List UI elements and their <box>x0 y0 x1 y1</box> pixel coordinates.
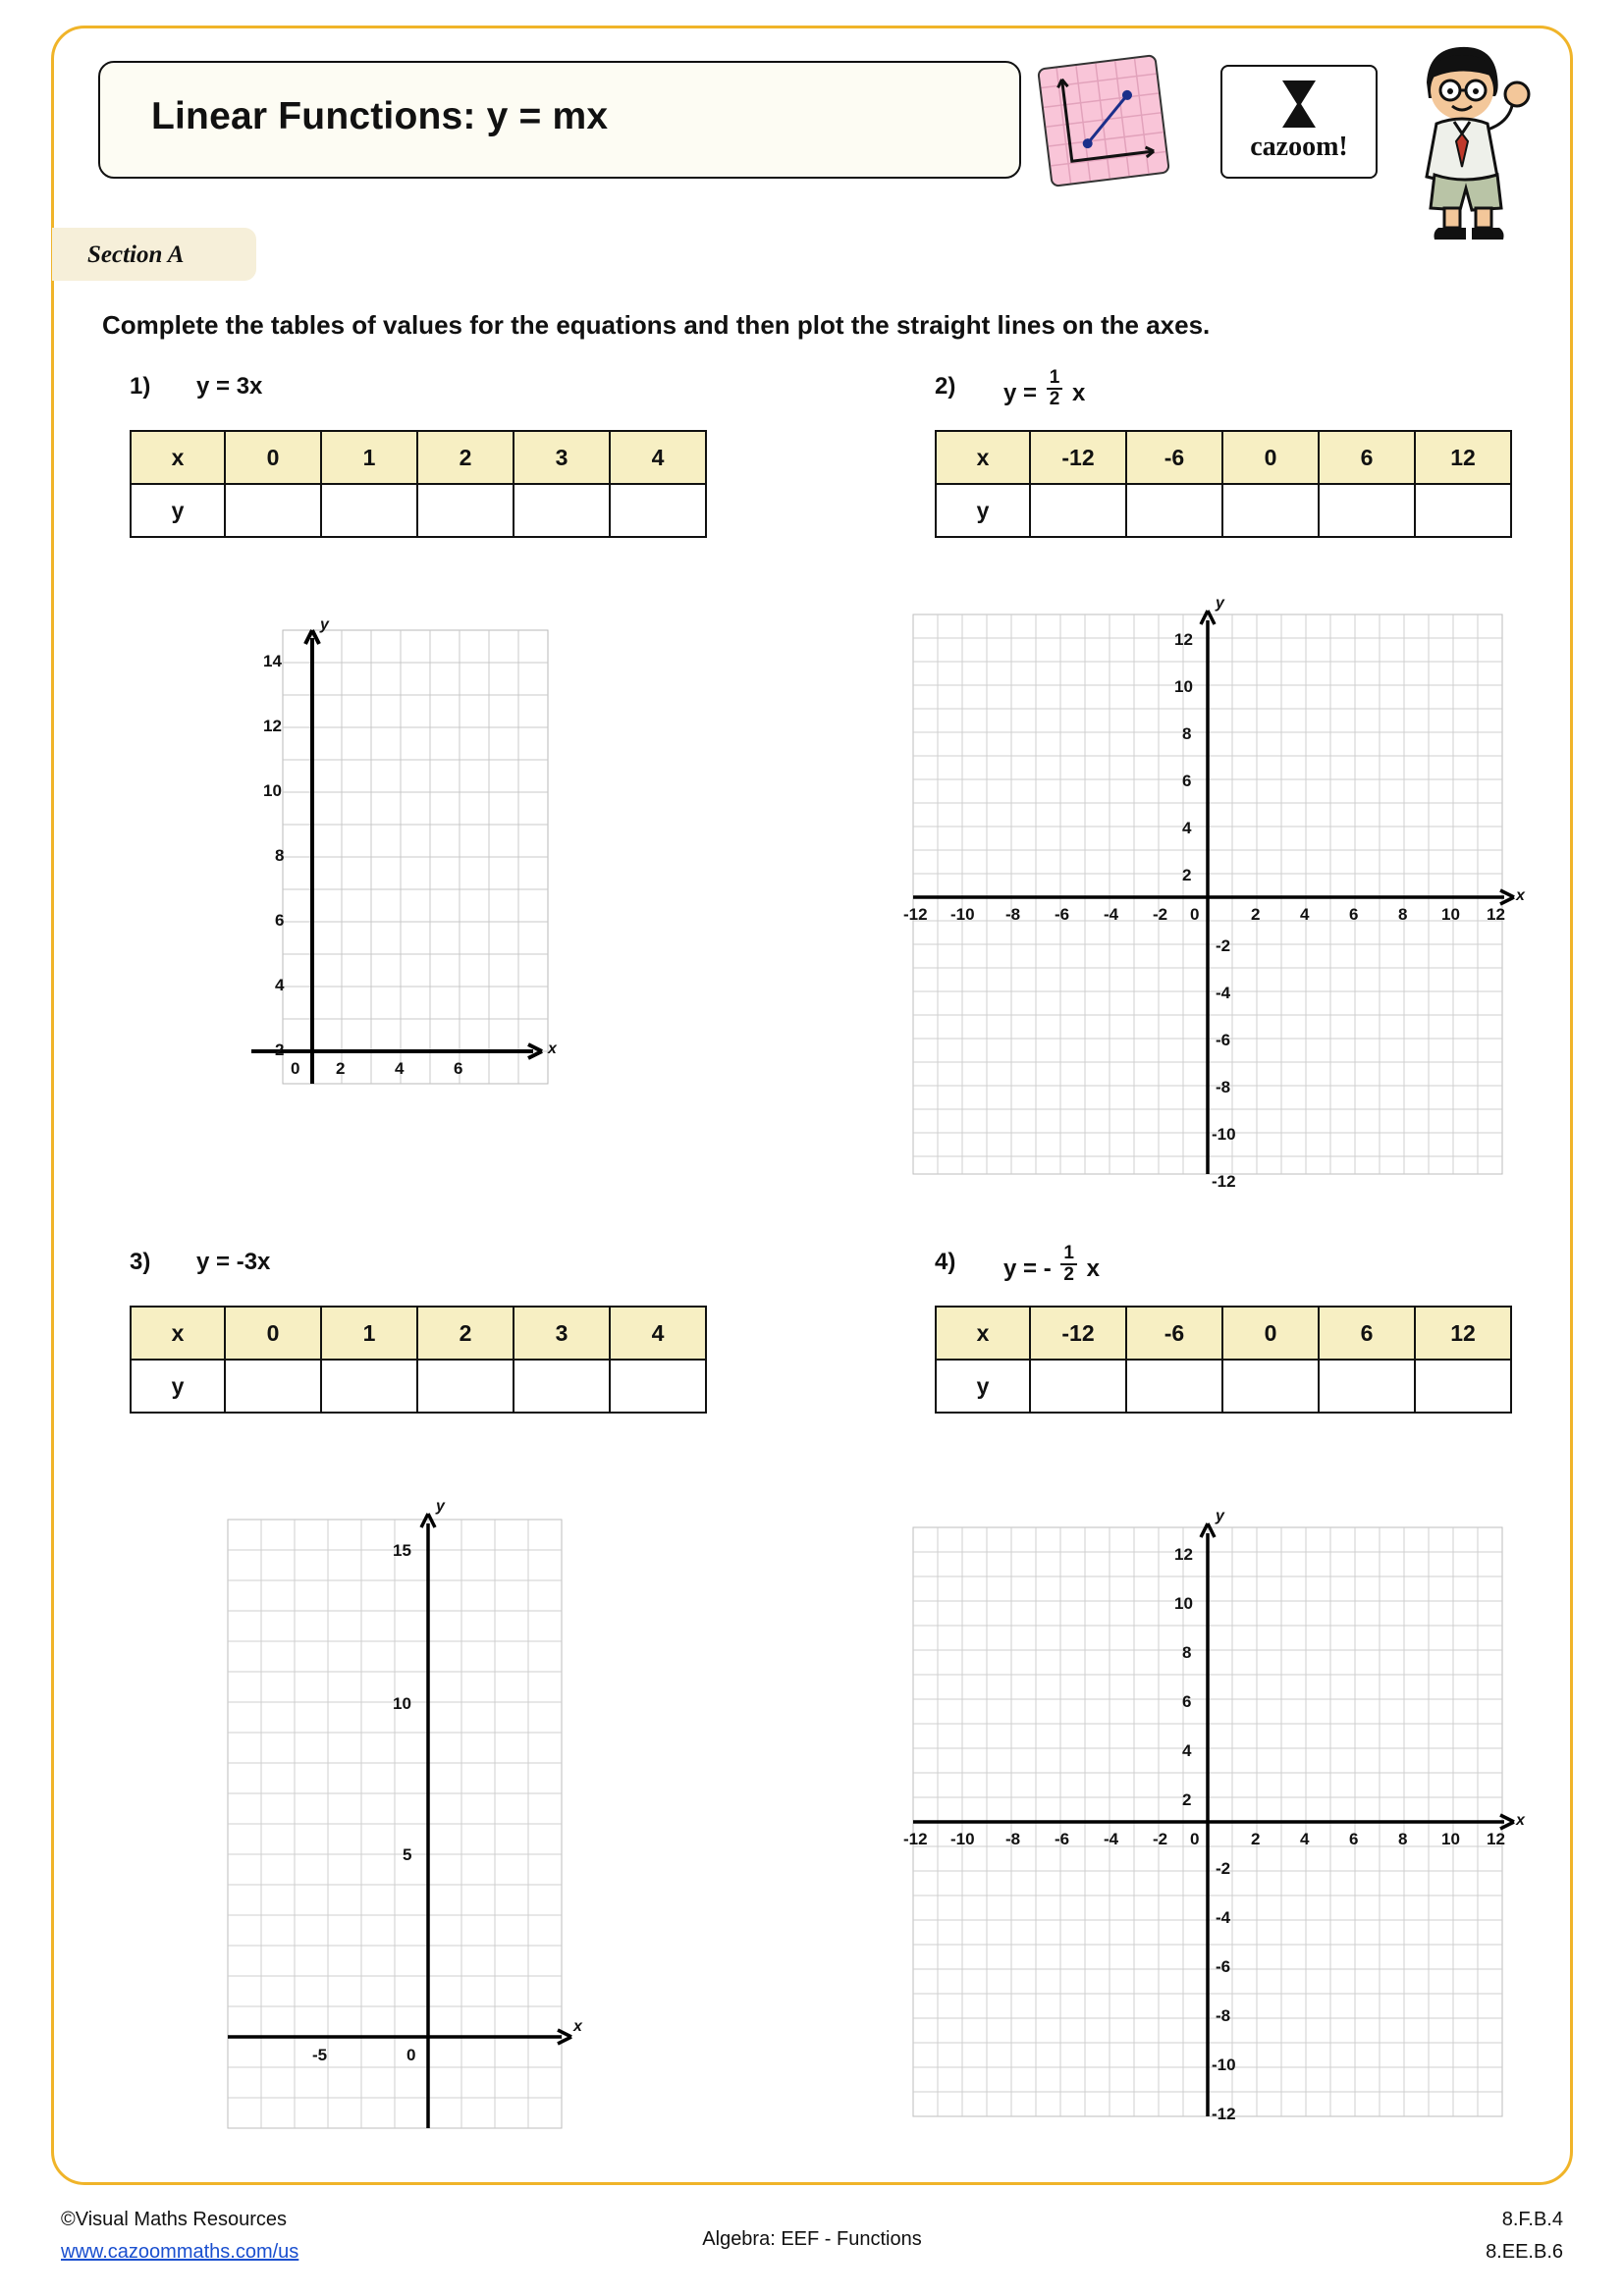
answer-cell[interactable] <box>1126 484 1222 537</box>
answer-cell[interactable] <box>321 484 417 537</box>
answer-cell[interactable] <box>1126 1360 1222 1413</box>
question-3-equation-text: y = -3x <box>196 1249 271 1275</box>
table-cell-x: 6 <box>1319 1307 1415 1360</box>
mascot-svg <box>1389 39 1546 245</box>
footer-copyright: ©Visual Maths Resources <box>61 2209 288 2230</box>
question-4-table <box>935 1306 1512 1414</box>
answer-cell[interactable] <box>610 1360 706 1413</box>
x-axis-label: x <box>1516 1812 1525 1829</box>
x-tick-label: 2 <box>1251 1830 1261 1848</box>
table-cell-x: 0 <box>225 431 321 484</box>
origin-label: 0 <box>291 1059 300 1078</box>
answer-cell[interactable] <box>1319 1360 1415 1413</box>
table-row <box>936 1360 1511 1413</box>
y-tick-label: 10 <box>1174 677 1193 696</box>
table-cell-x: 0 <box>1222 1307 1319 1360</box>
y-tick-label: -12 <box>1212 1172 1236 1191</box>
y-tick-label: 5 <box>403 1845 412 1864</box>
table-cell-x: -6 <box>1126 1307 1222 1360</box>
fraction-denominator: 2 <box>1063 1263 1074 1285</box>
answer-cell[interactable] <box>514 1360 610 1413</box>
y-axis-label: y <box>1216 595 1224 612</box>
table-cell-x: -6 <box>1126 431 1222 484</box>
x-tick-label: -4 <box>1104 1830 1119 1848</box>
table-cell-x: 2 <box>417 431 514 484</box>
x-tick-label: -2 <box>1153 905 1168 924</box>
question-4-equation-suffix: x <box>1086 1255 1100 1282</box>
x-tick-label: 4 <box>395 1059 405 1078</box>
y-tick-label: -10 <box>1212 2056 1236 2074</box>
origin-label: 0 <box>1190 1830 1200 1848</box>
table-row-label: y <box>936 484 1030 537</box>
y-tick-label: 15 <box>393 1541 411 1560</box>
question-4-number: 4) <box>935 1249 956 1275</box>
table-cell-x: 6 <box>1319 431 1415 484</box>
table-row <box>936 484 1511 537</box>
question-1-table <box>130 430 707 538</box>
y-tick-label: 2 <box>275 1041 285 1059</box>
answer-cell[interactable] <box>1030 1360 1126 1413</box>
x-tick-label: -5 <box>312 2046 328 2064</box>
x-axis-label: x <box>548 1041 557 1057</box>
title-box <box>98 61 1021 179</box>
table-row-label: x <box>936 1307 1030 1360</box>
question-3-table <box>130 1306 707 1414</box>
answer-cell[interactable] <box>417 484 514 537</box>
answer-cell[interactable] <box>1415 1360 1511 1413</box>
x-tick-label: 2 <box>336 1059 346 1078</box>
mascot-illustration <box>1389 39 1546 245</box>
y-tick-label: 8 <box>1182 724 1192 743</box>
fraction <box>1060 1244 1077 1285</box>
answer-cell[interactable] <box>1030 484 1126 537</box>
x-tick-label: 8 <box>1398 905 1408 924</box>
footer-website-link[interactable]: www.cazoommaths.com/us <box>61 2241 299 2263</box>
question-3-number: 3) <box>130 1249 151 1275</box>
table-row-label: y <box>936 1360 1030 1413</box>
y-tick-label: 10 <box>393 1694 411 1713</box>
section-tab <box>52 228 256 281</box>
question-2-graph[interactable] <box>903 595 1532 1191</box>
question-4-equation-prefix: y = - <box>1003 1255 1052 1282</box>
y-tick-label: 4 <box>275 976 285 994</box>
answer-cell[interactable] <box>610 484 706 537</box>
x-tick-label: -8 <box>1005 905 1021 924</box>
table-row-label: y <box>131 1360 225 1413</box>
x-tick-label: -10 <box>950 1830 975 1848</box>
x-tick-label: 10 <box>1441 1830 1460 1848</box>
origin-label: 0 <box>1190 905 1200 924</box>
fraction-numerator: 1 <box>1047 368 1063 390</box>
graph-logo-svg <box>1039 56 1168 186</box>
answer-cell[interactable] <box>225 1360 321 1413</box>
fraction <box>1047 368 1063 409</box>
x-tick-label: -6 <box>1055 905 1070 924</box>
y-tick-label: 10 <box>263 781 282 800</box>
origin-label: 0 <box>406 2046 416 2064</box>
table-row <box>936 431 1511 484</box>
table-row <box>936 1307 1511 1360</box>
table-row <box>131 1360 706 1413</box>
answer-cell[interactable] <box>514 484 610 537</box>
x-tick-label: 12 <box>1487 905 1505 924</box>
y-tick-label: 8 <box>275 846 285 865</box>
y-tick-label: -8 <box>1216 1078 1231 1096</box>
y-tick-label: -6 <box>1216 1031 1231 1049</box>
question-1-grid-svg <box>234 624 575 1095</box>
footer-topic: Algebra: EEF - Functions <box>702 2228 922 2250</box>
x-tick-label: -4 <box>1104 905 1119 924</box>
y-tick-label: -8 <box>1216 2006 1231 2025</box>
table-row <box>131 1307 706 1360</box>
question-2-equation <box>1003 368 1085 409</box>
question-2-number: 2) <box>935 373 956 400</box>
x-tick-label: -10 <box>950 905 975 924</box>
question-3-equation <box>196 1249 270 1276</box>
y-tick-label: 6 <box>1182 772 1192 790</box>
fraction-denominator: 2 <box>1049 388 1060 409</box>
question-4-grid-svg <box>903 1510 1532 2138</box>
question-2-equation-suffix: x <box>1071 379 1086 406</box>
y-tick-label: 14 <box>263 652 282 670</box>
table-cell-x: 4 <box>610 1307 706 1360</box>
table-row-label: x <box>131 431 225 484</box>
x-tick-label: 12 <box>1487 1830 1505 1848</box>
graph-logo-icon <box>1037 54 1170 187</box>
answer-cell[interactable] <box>1415 484 1511 537</box>
cazoom-logo <box>1220 65 1378 179</box>
table-cell-x: 1 <box>321 1307 417 1360</box>
answer-cell[interactable] <box>1222 484 1319 537</box>
y-tick-label: 12 <box>1174 1545 1193 1564</box>
table-row-label: x <box>131 1307 225 1360</box>
footer-standard-code-2: 8.EE.B.6 <box>1486 2241 1563 2263</box>
section-label: Section A <box>87 241 185 268</box>
question-4-graph[interactable] <box>903 1510 1532 2138</box>
table-row-label: x <box>936 431 1030 484</box>
question-1-graph[interactable] <box>234 616 575 1095</box>
table-row <box>131 431 706 484</box>
y-tick-label: 12 <box>263 717 282 735</box>
question-2-table <box>935 430 1512 538</box>
y-axis-label: y <box>320 616 329 633</box>
question-1-equation-text: y = 3x <box>196 373 263 400</box>
y-tick-label: -10 <box>1212 1125 1236 1144</box>
y-tick-label: 4 <box>1182 819 1192 837</box>
answer-cell[interactable] <box>1222 1360 1319 1413</box>
footer-standard-code-1: 8.F.B.4 <box>1501 2209 1563 2230</box>
y-tick-label: -12 <box>1212 2105 1236 2123</box>
instruction-text: Complete the tables of values for the equations and then plot the straight lines on the axes. <box>102 310 1211 340</box>
x-axis-label: x <box>1516 887 1525 904</box>
page-title: Linear Functions: y = mx <box>151 95 609 137</box>
x-tick-label: -8 <box>1005 1830 1021 1848</box>
x-tick-label: -12 <box>903 1830 928 1848</box>
table-cell-x: 0 <box>225 1307 321 1360</box>
y-tick-label: 2 <box>1182 866 1192 884</box>
y-tick-label: -4 <box>1216 1908 1231 1927</box>
x-tick-label: -2 <box>1153 1830 1168 1848</box>
x-tick-label: 6 <box>1349 905 1359 924</box>
x-tick-label: 8 <box>1398 1830 1408 1848</box>
table-cell-x: 2 <box>417 1307 514 1360</box>
table-cell-x: 12 <box>1415 431 1511 484</box>
table-cell-x: 12 <box>1415 1307 1511 1360</box>
table-cell-x: 0 <box>1222 431 1319 484</box>
answer-cell[interactable] <box>225 484 321 537</box>
table-row-label: y <box>131 484 225 537</box>
answer-cell[interactable] <box>417 1360 514 1413</box>
y-axis-label: y <box>1216 1508 1224 1524</box>
table-cell-x: 3 <box>514 1307 610 1360</box>
y-tick-label: -6 <box>1216 1957 1231 1976</box>
table-cell-x: 4 <box>610 431 706 484</box>
y-tick-label: 6 <box>275 911 285 930</box>
question-1-equation <box>196 373 262 400</box>
table-cell-x: -12 <box>1030 1307 1126 1360</box>
fraction-numerator: 1 <box>1060 1244 1077 1265</box>
y-tick-label: 12 <box>1174 630 1193 649</box>
table-cell-x: 1 <box>321 431 417 484</box>
x-tick-label: 6 <box>1349 1830 1359 1848</box>
table-cell-x: -12 <box>1030 431 1126 484</box>
y-tick-label: -4 <box>1216 984 1231 1002</box>
cazoom-wordmark: cazoom! <box>1250 132 1348 162</box>
y-tick-label: -2 <box>1216 936 1231 955</box>
hourglass-icon <box>1282 80 1316 128</box>
question-4-equation <box>1003 1244 1100 1285</box>
answer-cell[interactable] <box>321 1360 417 1413</box>
y-axis-label: y <box>436 1498 445 1515</box>
y-tick-label: 8 <box>1182 1643 1192 1662</box>
y-tick-label: 10 <box>1174 1594 1193 1613</box>
question-3-graph[interactable] <box>218 1500 611 2148</box>
x-tick-label: 4 <box>1300 905 1310 924</box>
question-2-equation-prefix: y = <box>1003 379 1038 406</box>
question-1-number: 1) <box>130 373 151 400</box>
x-tick-label: 2 <box>1251 905 1261 924</box>
x-tick-label: -6 <box>1055 1830 1070 1848</box>
y-tick-label: -2 <box>1216 1859 1231 1878</box>
answer-cell[interactable] <box>1319 484 1415 537</box>
x-tick-label: 6 <box>454 1059 463 1078</box>
x-tick-label: -12 <box>903 905 928 924</box>
table-cell-x: 3 <box>514 431 610 484</box>
x-tick-label: 4 <box>1300 1830 1310 1848</box>
x-tick-label: 10 <box>1441 905 1460 924</box>
table-row <box>131 484 706 537</box>
x-axis-label: x <box>573 2018 582 2035</box>
y-tick-label: 6 <box>1182 1692 1192 1711</box>
y-tick-label: 2 <box>1182 1790 1192 1809</box>
y-tick-label: 4 <box>1182 1741 1192 1760</box>
question-2-grid-svg <box>903 597 1532 1186</box>
